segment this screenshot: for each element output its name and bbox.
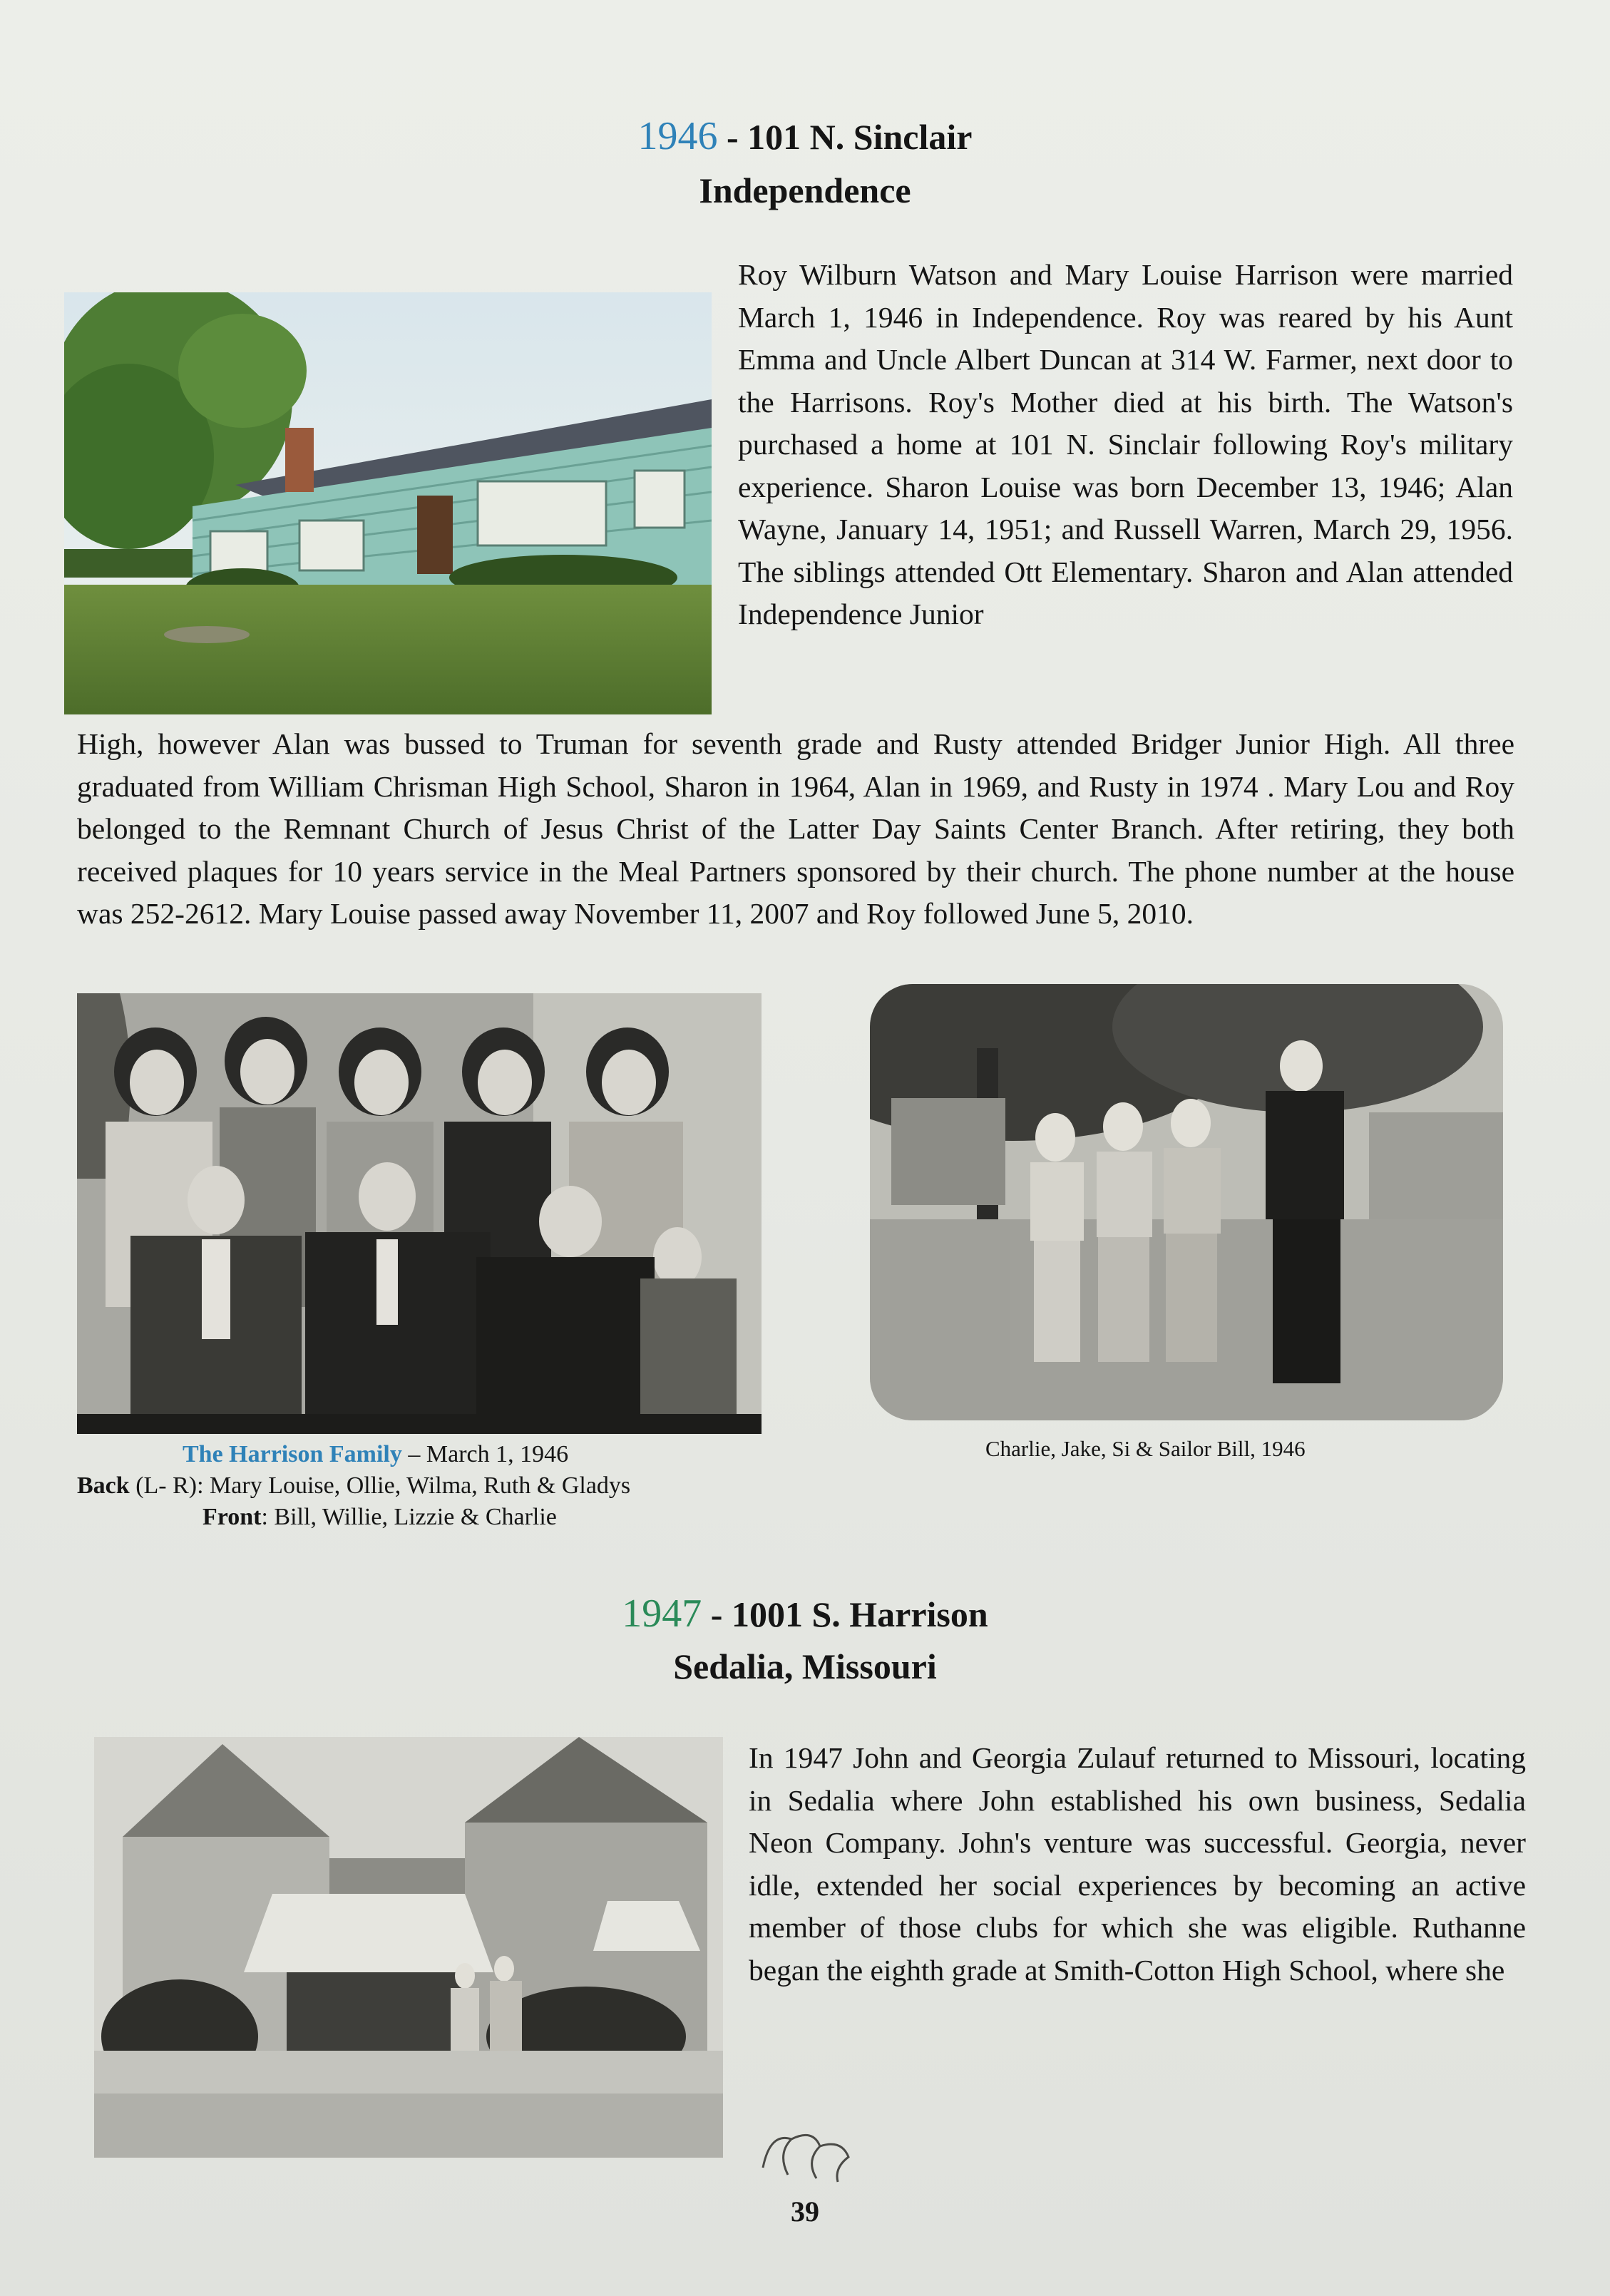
family-caption-name: The Harrison Family xyxy=(183,1441,402,1467)
address-1947: - 1001 S. Harrison xyxy=(702,1594,988,1634)
house-photo xyxy=(64,292,712,714)
front-names: : Bill, Willie, Lizzie & Charlie xyxy=(261,1504,557,1530)
family-caption-back xyxy=(77,1470,630,1502)
boys-caption: Charlie, Jake, Si & Sailor Bill, 1946 xyxy=(985,1436,1306,1461)
year-1947: 1947 xyxy=(622,1592,702,1636)
heading-1946 xyxy=(0,114,1610,159)
paragraph-1946-wrapped: Roy Wilburn Watson and Mary Louise Harrison were married March 1, 1946 in Independence. Roy was reared by his Aunt Emma and Uncle Albert Duncan at 314 W. Farmer, next door to the Harrisons. Roy's Mother died at his birth. The Watson's purchased a home at 101 N. Sinclair following Roy's military experience. Sharon Louise was born December 13, 1946; Alan Wayne, January 14, 1951; and Russell Warren, March 29, 1956. The siblings attended Ott Elementary. Sharon and Alan attended Independence Junior xyxy=(738,258,1513,630)
address-1946: - 101 N. Sinclair xyxy=(717,117,973,157)
house-1946-photo xyxy=(64,292,712,714)
paragraph-1946-full: High, however Alan was bussed to Truman for seventh grade and Rusty attended Bridger Junior High. All three graduated from William Chrisman High School, Sharon in 1964, Alan in 1969, and Rusty in 1974 . Mary Lou and Roy belonged to the Remnant Church of Jesus Christ of the Latter Day Saints Center Branch. After retiring, they both received plaques for 10 years service in the Meal Partners sponsored by their church. The phone number at the house was 252-2612. Mary Louise passed away November 11, 2007 and Roy followed June 5, 2010. xyxy=(77,727,1514,930)
page-number: 39 xyxy=(791,2195,819,2228)
family-caption-front xyxy=(202,1502,557,1533)
front-label: Front xyxy=(202,1504,262,1530)
city-1946: Independence xyxy=(699,170,911,210)
back-names: (L- R): Mary Louise, Ollie, Wilma, Ruth & Gladys xyxy=(129,1472,631,1499)
family-photo xyxy=(77,993,762,1434)
city-1947: Sedalia, Missouri xyxy=(673,1646,937,1686)
family-caption-title xyxy=(183,1439,568,1470)
house-1947-photo xyxy=(94,1737,723,2158)
boys-photo xyxy=(870,984,1503,1420)
year-1946: 1946 xyxy=(637,114,718,158)
heading-1947 xyxy=(0,1592,1610,1636)
back-label: Back xyxy=(77,1472,130,1499)
monogram-icon xyxy=(749,2125,863,2189)
harrison-family-photo xyxy=(77,993,762,1434)
paragraph-1947: In 1947 John and Georgia Zulauf returned to Missouri, locating in Sedalia where John established his own business, Sedalia Neon Company. John's venture was successful. Georgia, never idle, extended her social experiences by becoming an active member of those clubs for which she was eligible. Ruthanne began the eighth grade at Smith-Cotton High School, where she xyxy=(749,1741,1526,1987)
house-photo-1947 xyxy=(94,1737,723,2158)
boys-photo-image xyxy=(870,984,1503,1420)
family-caption-date: – March 1, 1946 xyxy=(401,1441,569,1467)
